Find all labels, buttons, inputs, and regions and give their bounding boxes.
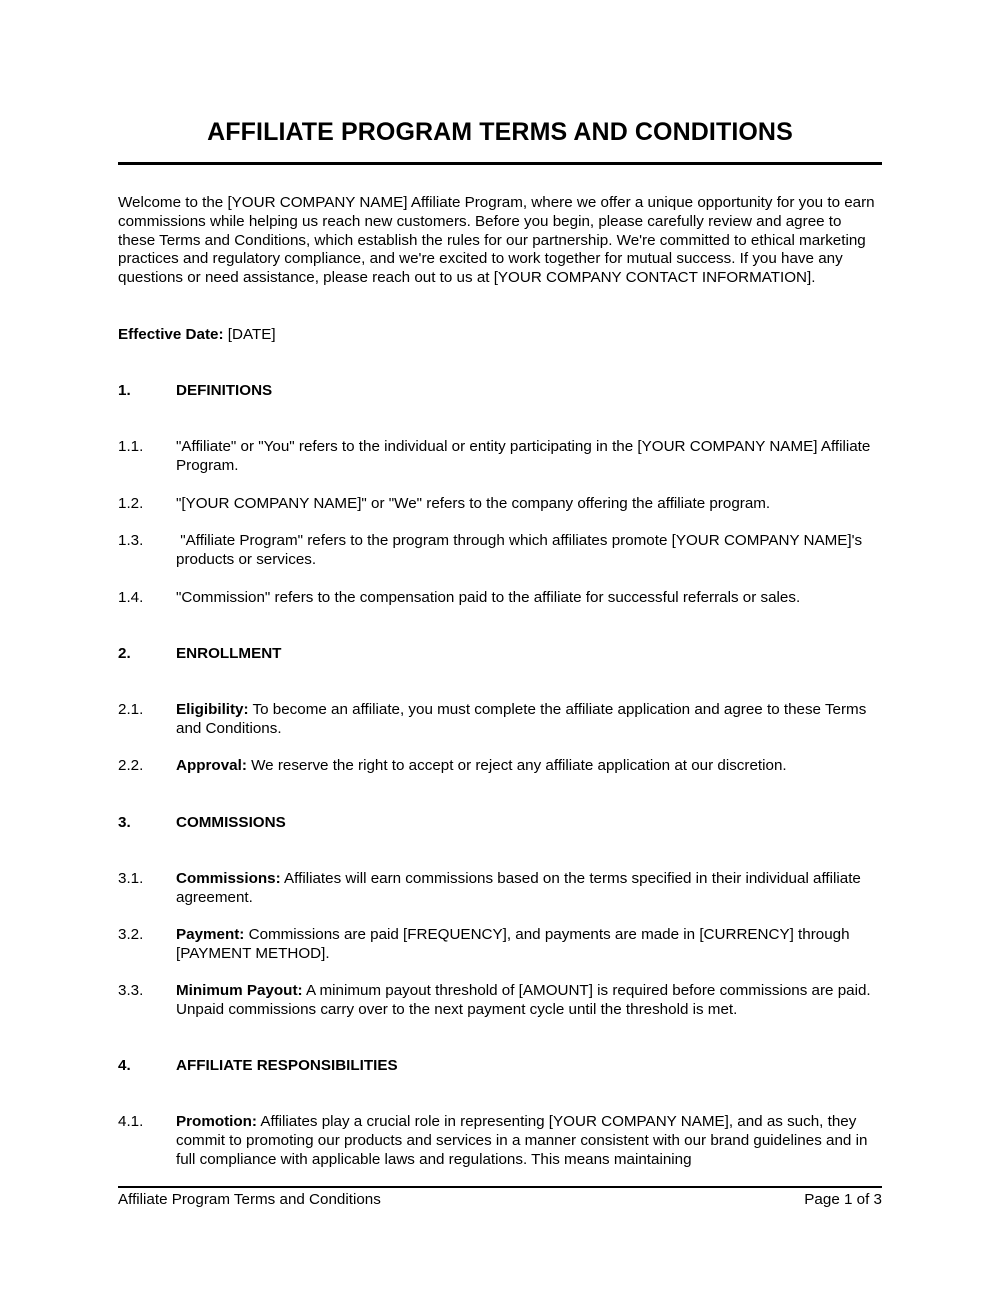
clause-label: Eligibility:: [176, 701, 249, 718]
clause-text: To become an affiliate, you must complete the affiliate application and agree to these Terms and Conditions.: [176, 701, 867, 737]
footer-page-number: Page 1 of 3: [804, 1191, 882, 1208]
clause-number: 1.4.: [118, 589, 144, 606]
clause-body: [176, 870, 882, 908]
footer-divider: [118, 1186, 882, 1188]
clause-number: 2.2.: [118, 757, 144, 774]
effective-date-value: [DATE]: [227, 326, 276, 343]
section-number: 2.: [118, 645, 131, 662]
clause-text: We reserve the right to accept or reject any affiliate application at our discretion.: [246, 757, 787, 774]
footer-document-name: Affiliate Program Terms and Conditions: [118, 1191, 381, 1208]
clause-label: Payment:: [176, 926, 245, 943]
clause-label: Approval:: [176, 757, 247, 774]
title-divider: [118, 162, 882, 165]
clause-body: [176, 1113, 882, 1169]
clause-text: Affiliates play a crucial role in representing [YOUR COMPANY NAME], and as such, they commit to promoting our products and services in a manner consistent with our brand guidelines and in full compliance with applicable laws and regulations. This means maintaining: [176, 1113, 868, 1168]
clause-number: 1.2.: [118, 495, 144, 512]
section-number: 1.: [118, 382, 131, 399]
clause-text: "Affiliate" or "You" refers to the individual or entity participating in the [YOUR COMPANY NAME] Affiliate Program.: [176, 438, 871, 474]
document-page: [118, 0, 882, 1290]
document-title: AFFILIATE PROGRAM TERMS AND CONDITIONS: [207, 118, 793, 146]
effective-date-label: Effective Date:: [118, 326, 224, 343]
clause-label: Promotion:: [176, 1113, 257, 1130]
effective-date: [118, 326, 276, 345]
clause-text: Affiliates will earn commissions based on the terms specified in their individual affiliate agreement.: [176, 870, 861, 906]
section-number: 3.: [118, 814, 131, 831]
clause-text: "Commission" refers to the compensation paid to the affiliate for successful referrals or sales.: [176, 589, 801, 606]
clause-label: Minimum Payout:: [176, 982, 303, 999]
clause-text: "Affiliate Program" refers to the program through which affiliates promote [YOUR COMPANY NAME]'s products or services.: [176, 532, 867, 568]
clause-number: 2.1.: [118, 701, 144, 718]
clause-number: 1.3.: [118, 532, 144, 549]
section-title: COMMISSIONS: [176, 814, 286, 831]
clause-body: [176, 701, 882, 739]
clause-number: 3.1.: [118, 870, 144, 887]
clause-body: [176, 757, 882, 776]
clause-number: 4.1.: [118, 1113, 144, 1130]
clause-text: Commissions are paid [FREQUENCY], and payments are made in [CURRENCY] through [PAYMENT METHOD].: [176, 926, 850, 962]
section-title: ENROLLMENT: [176, 645, 282, 662]
section-title: DEFINITIONS: [176, 382, 273, 399]
section-title: AFFILIATE RESPONSIBILITIES: [176, 1057, 398, 1074]
clause-label: Commissions:: [176, 870, 281, 887]
clause-text: A minimum payout threshold of [AMOUNT] is required before commissions are paid. Unpaid commissions carry over to the next payment cycle until the threshold is met.: [176, 982, 871, 1018]
section-number: 4.: [118, 1057, 131, 1074]
intro-paragraph: Welcome to the [YOUR COMPANY NAME] Affiliate Program, where we offer a unique opportunity for you to earn commissions while helping us reach new customers. Before you begin, please carefully review and agree to these Terms and Conditions, which establish the rules for our partnership. We're committed to ethical marketing practices and regulatory compliance, and we're excited to work together for mutual success. If you have any questions or need assistance, please reach out to us at [YOUR COMPANY CONTACT INFORMATION].: [118, 194, 875, 287]
clause-body: [176, 982, 882, 1020]
clause-text: "[YOUR COMPANY NAME]" or "We" refers to the company offering the affiliate program.: [176, 495, 771, 512]
clause-number: 1.1.: [118, 438, 144, 455]
clause-number: 3.3.: [118, 982, 144, 999]
clause-number: 3.2.: [118, 926, 144, 943]
clause-body: [176, 926, 882, 964]
